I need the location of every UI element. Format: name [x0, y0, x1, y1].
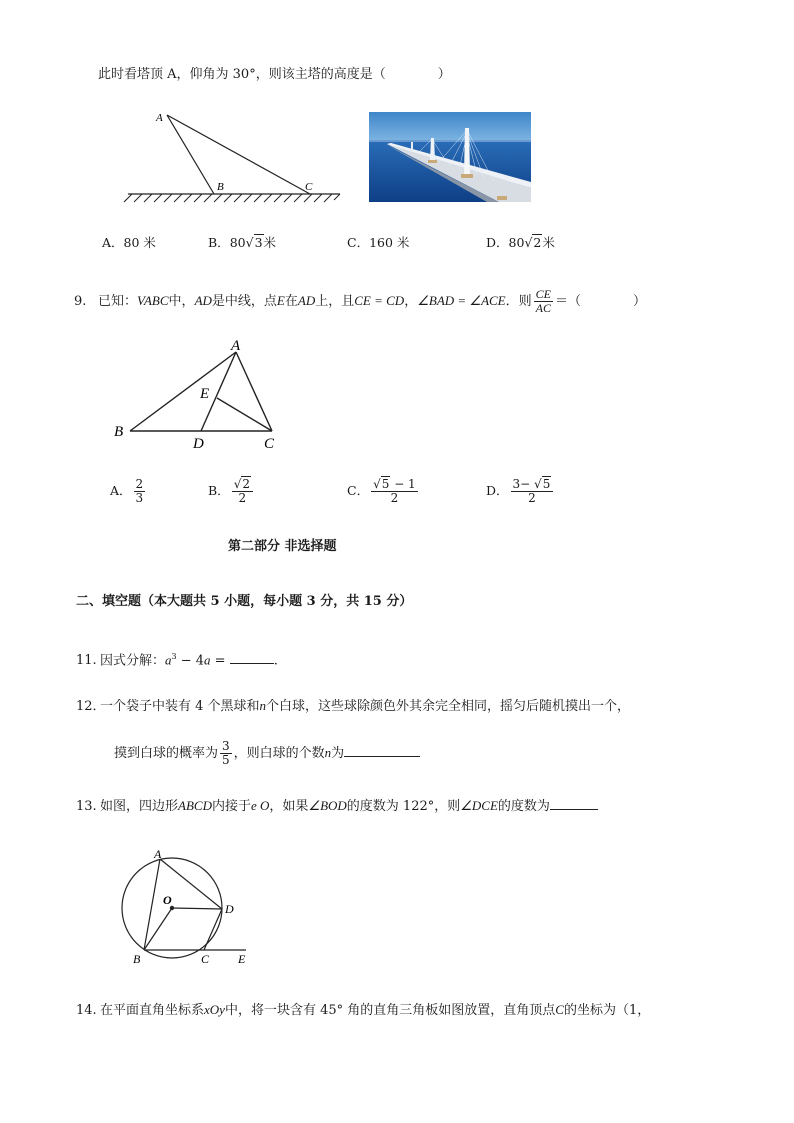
- q9-triangle-figure: [108, 332, 288, 456]
- q9-label-a: A: [231, 338, 241, 354]
- q11-answer-blank[interactable]: [230, 651, 274, 664]
- q9-choice-c[interactable]: [347, 478, 420, 505]
- q8-triangle-figure: [120, 105, 350, 215]
- q9-choice-c-frac: $\frac{√5 - 1}{2}$: [373, 477, 416, 505]
- q14-number: 14.: [76, 1003, 97, 1018]
- q11-expr-b: − 4: [176, 653, 205, 669]
- q13-math: e O: [250, 798, 270, 813]
- q12-text: 一个袋子中装有 4 个黑球和: [100, 699, 260, 714]
- q11-expr-c: a: [204, 652, 211, 668]
- q13-text: 内接于: [211, 799, 251, 814]
- q13-label-d: D: [225, 902, 234, 916]
- q13-text: 如图，四边形: [100, 799, 179, 814]
- q8-choice-c[interactable]: [347, 234, 409, 252]
- sqrt-symbol: √2: [524, 235, 542, 250]
- q9-math: VABC: [137, 293, 169, 308]
- q8-choice-b-letter: B．: [208, 235, 230, 250]
- q12-n: n: [324, 745, 332, 760]
- q14-stem: [76, 1001, 650, 1020]
- q13-label-c: C: [201, 952, 210, 966]
- q9-choice-a-frac: $\frac{2}{3}$: [135, 477, 144, 505]
- q12-text: 摸到白球的概率为: [114, 746, 219, 761]
- sqrt-symbol: √3: [245, 235, 263, 250]
- q13-text: ，如果: [269, 799, 309, 814]
- q11-expr-d: =: [210, 653, 230, 669]
- q8-choice-d[interactable]: [486, 234, 555, 252]
- q9-label-c: C: [264, 436, 275, 452]
- q9-text: 中，: [168, 294, 195, 309]
- q14-math: xOy: [204, 1002, 225, 1017]
- bridge-photo: [369, 112, 531, 202]
- q8-label-a: A: [156, 112, 163, 124]
- q9-label-d: D: [193, 436, 204, 452]
- q13-stem: [76, 797, 598, 816]
- q12-number: 12．: [76, 699, 106, 714]
- q14-text: 在平面直角坐标系: [100, 1003, 205, 1018]
- q9-choice-a[interactable]: [110, 478, 147, 505]
- q8-choice-d-pre: 80: [508, 235, 525, 250]
- q13-label-a: A: [154, 847, 162, 861]
- q13-circle-figure: [118, 842, 258, 970]
- q9-text: ，: [404, 294, 418, 309]
- q12-line2: [114, 740, 420, 767]
- q9-math: E: [276, 293, 285, 308]
- q9-label-e: E: [200, 386, 210, 402]
- q8-choice-b-rad: 3: [254, 235, 263, 250]
- q13-math: ABCD: [178, 798, 212, 813]
- q8-choice-d-letter: D．: [486, 235, 509, 250]
- q11: [76, 648, 278, 670]
- q8-choice-b[interactable]: [208, 234, 276, 252]
- q13-number: 13.: [76, 799, 97, 814]
- q8-choice-b-post: 米: [263, 235, 277, 250]
- q12-text: 为: [331, 746, 345, 761]
- q8-stem: 此时看塔顶 A，仰角为 30°，则该主塔的高度是（ ）: [98, 67, 451, 82]
- q9-text: 在: [284, 294, 298, 309]
- q8-choice-c-letter: C．: [347, 235, 370, 250]
- q14-text: 的坐标为（1，: [563, 1003, 651, 1018]
- q9-math: ∠BAD = ∠ACE: [417, 293, 506, 308]
- q13-answer-blank[interactable]: [550, 797, 598, 810]
- q9-choice-a-letter: A．: [110, 483, 132, 498]
- q9-fraction: $\frac{CE}{AC}$: [535, 287, 551, 315]
- q9-choice-b-letter: B．: [208, 483, 230, 498]
- q13-math: ∠DCE: [460, 798, 498, 813]
- part2-title: 第二部分 非选择题: [228, 539, 337, 554]
- q12-text: 个白球，这些球除颜色外其余完全相同，摇匀后随机摸出一个，: [266, 699, 631, 714]
- q13-label-o: O: [163, 893, 172, 907]
- q13-text: 的度数为: [497, 799, 550, 814]
- q9-choice-d-letter: D．: [486, 483, 509, 498]
- q12-line1: [76, 697, 630, 716]
- q8-label-c: C: [305, 181, 313, 193]
- q9-text: ．则: [505, 294, 532, 309]
- q12-fraction: $\frac{3}{5}$: [222, 739, 230, 767]
- q12-answer-blank[interactable]: [344, 744, 420, 757]
- q12-text: ，则白球的个数: [233, 746, 325, 761]
- sqrt-symbol: √2: [233, 477, 250, 491]
- q8-choice-a-letter: A．: [102, 235, 124, 250]
- q11-exp: 3: [171, 652, 177, 661]
- q11-text: 因式分解：: [100, 653, 166, 669]
- q9-choice-b[interactable]: [208, 478, 255, 505]
- q9-math: AD: [297, 293, 316, 308]
- q9-stem: [74, 288, 646, 315]
- q13-math: ∠BOD: [308, 798, 347, 813]
- q9-math: CE = CD: [354, 293, 405, 308]
- q9-number: 9.: [74, 294, 87, 309]
- q8-choice-a-text: 80 米: [123, 235, 156, 250]
- q13-label-e: E: [238, 952, 246, 966]
- sqrt-symbol: √5: [373, 477, 390, 491]
- q9-choice-d-frac: $\frac{3- √5}{2}$: [511, 478, 554, 505]
- q9-choice-c-letter: C．: [347, 483, 370, 498]
- q8-choice-c-text: 160 米: [369, 235, 410, 250]
- q9-text: 已知：: [98, 294, 138, 309]
- q13-label-b: B: [133, 952, 141, 966]
- q8-choice-d-post: 米: [542, 235, 555, 250]
- q11-tail: .: [273, 653, 278, 669]
- section2-title: 二、填空题（本大题共 5 小题，每小题 3 分，共 15 分）: [76, 594, 413, 609]
- q14-math: C: [555, 1002, 564, 1017]
- q9-math: AD: [194, 293, 212, 308]
- sqrt-symbol: √5: [534, 477, 551, 491]
- q8-choice-a[interactable]: [102, 234, 156, 252]
- q14-text: 中，将一块含有 45° 角的直角三角板如图放置，直角顶点: [224, 1003, 556, 1018]
- q12-n: n: [259, 698, 267, 713]
- q11-expr-a: a: [165, 652, 172, 668]
- q13-text: 的度数为 122°，则: [346, 799, 461, 814]
- q8-label-b: B: [217, 181, 224, 193]
- q9-text: ＝（ ）: [554, 294, 646, 309]
- q9-choice-b-frac: $\frac{√2}{2}$: [232, 478, 253, 505]
- q9-label-b: B: [114, 424, 124, 440]
- q9-text: 上，且: [315, 294, 355, 309]
- q8-choice-d-rad: 2: [533, 235, 542, 250]
- q9-choice-d[interactable]: [486, 478, 555, 505]
- q11-number: 11.: [76, 653, 97, 669]
- q8-choice-b-pre: 80: [229, 235, 246, 250]
- q9-text: 是中线，点: [211, 294, 277, 309]
